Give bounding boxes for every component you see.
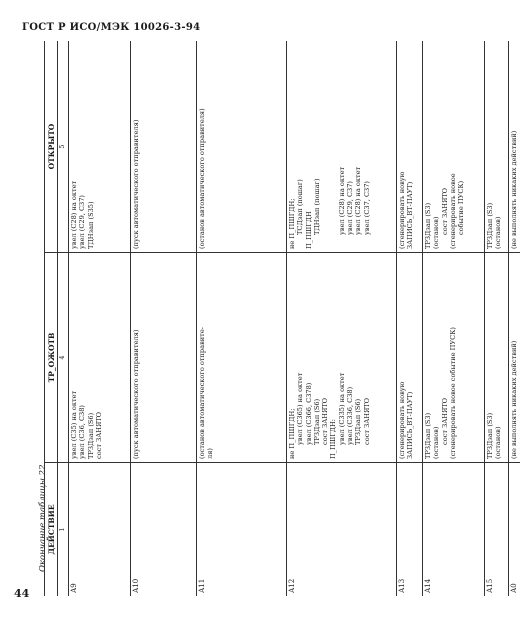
cell-line: увел (С335) на октет [337,372,346,445]
column-number-row [58,41,69,596]
cell-line: ЗАПИСЬ_ВТ-ПАУТ) [406,181,415,249]
table-row [69,41,131,596]
cell-line: ТРЗДзап (S3) [486,202,494,249]
cell-line: сост ЗАНЯТО [440,397,449,445]
cell-line: не П_ПШГДН; [288,408,296,459]
cell-line: увел (С28) на октет [337,166,346,235]
cell-line: (сгенерировать новое [448,173,457,249]
cell-line: (останов) [432,426,441,459]
cell-line: (останов) [494,216,503,249]
action-cell: А13 [397,462,422,596]
table-row [423,41,485,596]
table-row [131,41,197,596]
tr-ozhotv-cell [485,252,508,462]
cell-line: (не выполнять никаких действий) [510,340,518,459]
cell-line: увел (С29, С37) [346,181,355,235]
document-header: ГОСТ Р ИСО/МЭК 10026-3-94 [22,22,201,33]
tr-ozhotv-cell [509,252,520,462]
otkryto-cell [509,41,520,252]
cell-line: не П_ПШГДН; [288,198,296,249]
column-header-tr-ozhotv: ТР_ОЖОТВ [45,252,57,462]
cell-line: ТРЗДзап (S3) [424,412,432,459]
cell-line: сост ЗАНЯТО [321,397,330,445]
cell-line: (останов автоматического отправителя) [198,108,206,249]
cell-line: (сгенерировать новое событие ПУСК) [448,327,457,459]
tr-ozhotv-cell [131,252,196,462]
tr-ozhotv-cell [423,252,484,462]
column-header-otkryto: ОТКРЫТО [47,123,56,170]
cell-line: (останов) [494,426,503,459]
action-cell: А11 [197,462,286,596]
cell-line: (останов) [432,216,441,249]
action-cell: А9 [69,462,130,596]
cell-line: увел (С366, С378) [304,382,313,445]
action-cell: А10 [131,462,196,596]
table-row [287,41,397,596]
cell-line: увел (С28) на октет [354,166,363,235]
otkryto-cell [397,41,422,252]
cell-line: увел (С37, С37) [362,181,371,235]
table-body [69,41,520,596]
otkryto-cell [485,41,508,252]
cell-line: П_ПШГДН: [329,418,338,459]
cell-line: (пуск автоматического отправителя) [132,329,140,459]
column-number: 4 [58,252,68,462]
cell-line: увел (С336, С38) [346,386,355,445]
cell-line: ля) [206,448,215,459]
cell-line: увел (С28) на октет [70,180,78,249]
cell-line: (пуск автоматического отправителя) [132,119,140,249]
otkryto-cell [69,41,130,252]
table-row [509,41,520,596]
cell-line: сост ЗАНЯТО [440,187,449,235]
cell-line: событие ПУСК) [457,180,466,235]
otkryto-cell [423,41,484,252]
action-cell: А0 [509,462,520,596]
cell-line [321,44,329,249]
cell-line: (сгенерировать новую [398,171,406,249]
table-header-row [44,41,58,596]
cell-line: (сгенерировать новую [398,381,406,459]
tr-ozhotv-cell [197,252,286,462]
cell-line: увел (С35) на октет [70,390,78,459]
column-number: 1 [58,462,68,596]
column-header-action: ДЕЙСТВИЕ [45,462,57,596]
otkryto-cell [287,41,396,252]
cell-line: ТРЗДзап (S6) [354,398,363,445]
cell-line: (останов автоматического отправите- [198,327,206,459]
cell-line: П_ПШГДН [304,211,313,249]
page-number: 44 [14,587,30,600]
rotated-table [44,41,518,596]
cell-line: сост ЗАНЯТО [94,411,103,459]
cell-line: ТРЗДзап (S6) [312,398,321,445]
cell-line: ТРЗДзап (S3) [486,412,494,459]
table-caption: Окончание таблицы 22 [38,464,48,572]
cell-line: сост ЗАНЯТО [362,397,371,445]
table-row [197,41,287,596]
cell-line [329,44,337,249]
table-row [485,41,509,596]
cell-line: ТДНзап (пошаг) [312,178,321,235]
cell-line: увел (С365) на октет [296,372,305,445]
cell-line: увел (С36, С38) [78,405,87,459]
cell-line: увел (С29, С37) [78,195,87,249]
cell-line: ТРЗДзап (S3) [424,202,432,249]
action-cell: А14 [423,462,484,596]
column-number: 5 [58,144,66,149]
cell-line: ТСДзап (пошаг) [296,179,305,235]
action-cell: А15 [485,462,508,596]
tr-ozhotv-cell [287,252,396,462]
otkryto-cell [197,41,286,252]
tr-ozhotv-cell [397,252,422,462]
cell-line: (не выполнять никаких действий) [510,130,518,249]
table-row [397,41,423,596]
cell-line: ТРЗДзап (S6) [86,412,95,459]
cell-line: ЗАПИСЬ_ВТ-ПАУТ) [406,391,415,459]
otkryto-cell [131,41,196,252]
cell-line: ТДНзап (S35) [86,201,95,249]
action-cell: А12 [287,462,396,596]
tr-ozhotv-cell [69,252,130,462]
